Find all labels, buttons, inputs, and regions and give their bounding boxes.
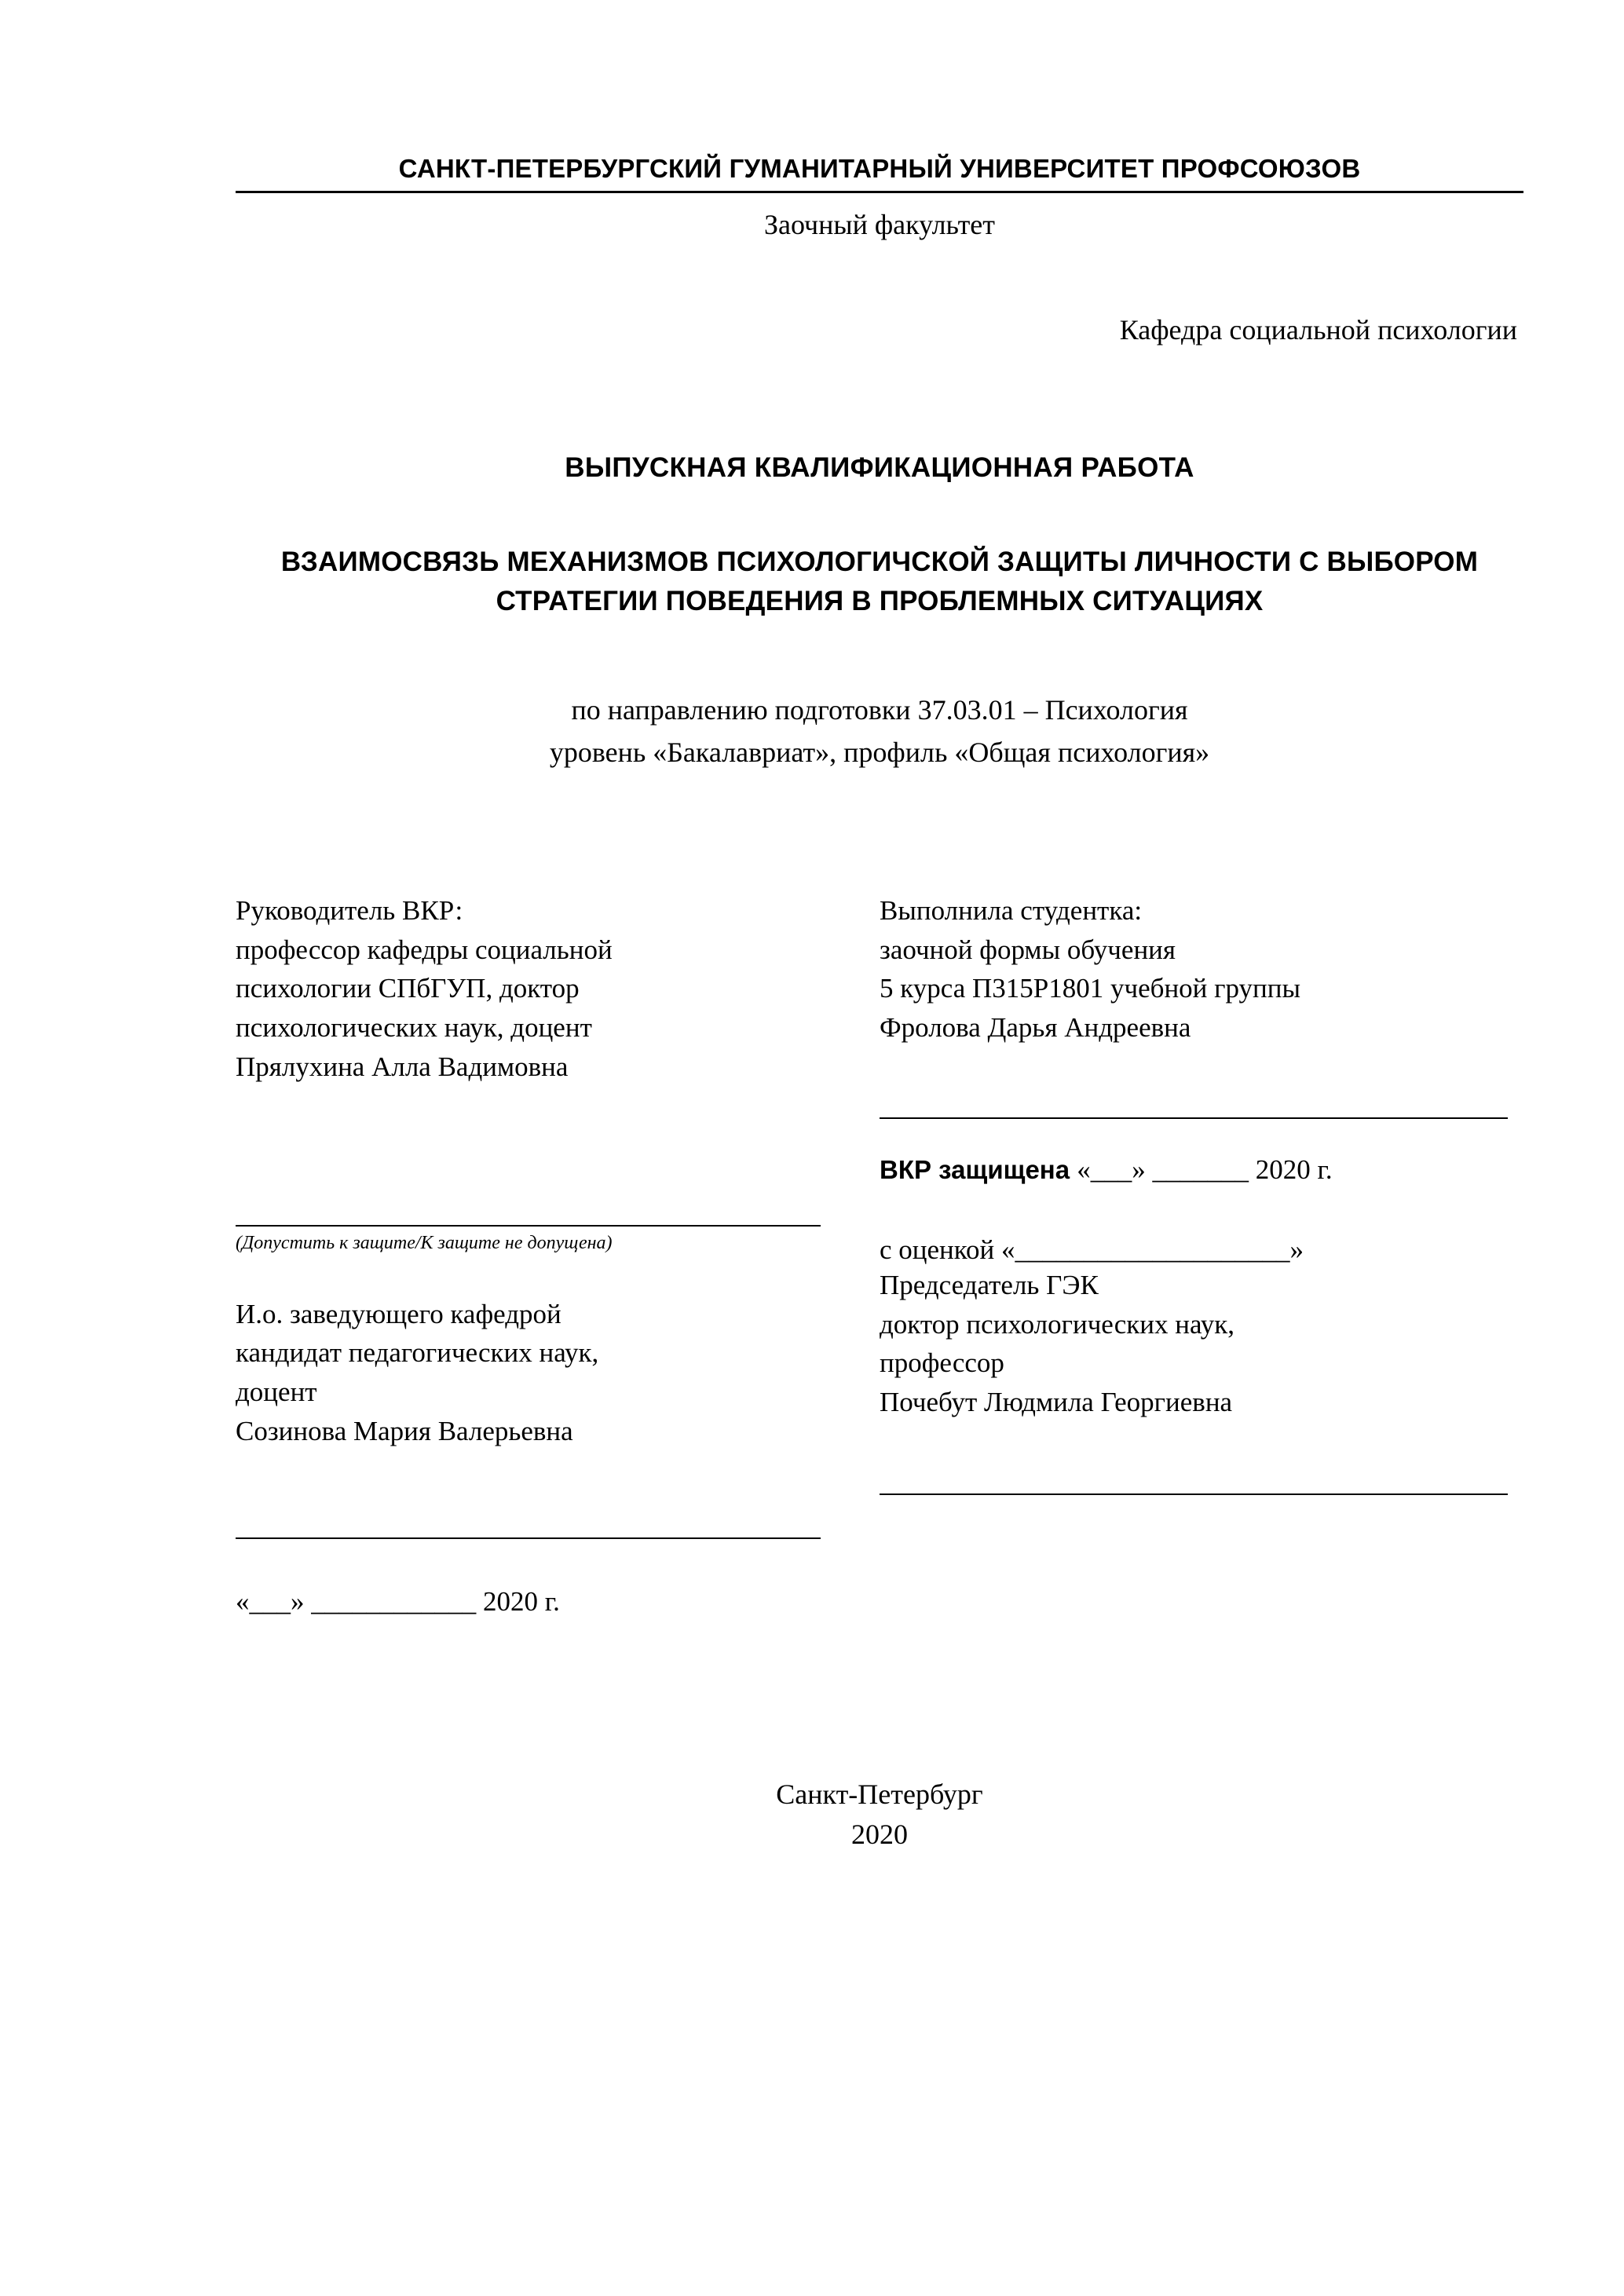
supervisor-line-1: профессор кафедры социальной bbox=[236, 934, 613, 965]
head-date-line: «___» ____________ 2020 г. bbox=[236, 1586, 560, 1618]
page-content bbox=[236, 153, 1523, 1854]
head-name: Созинова Мария Валерьевна bbox=[236, 1415, 573, 1446]
head-signature-line bbox=[236, 1537, 821, 1539]
student-column bbox=[880, 891, 1523, 1618]
program-info bbox=[236, 689, 1523, 773]
head-line-1: И.о. заведующего кафедрой bbox=[236, 1298, 561, 1329]
head-of-department-block bbox=[236, 1295, 832, 1451]
student-line-2: 5 курса П315Р1801 учебной группы bbox=[880, 973, 1301, 1004]
supervisor-column bbox=[236, 891, 832, 1618]
chair-degree-line-1: доктор психологических наук, bbox=[880, 1308, 1234, 1340]
grade-line: с оценкой «____________________» bbox=[880, 1234, 1304, 1265]
chair-block bbox=[880, 1266, 1523, 1422]
document-type: ВЫПУСКНАЯ КВАЛИФИКАЦИОННАЯ РАБОТА bbox=[565, 452, 1194, 483]
student-line-1: заочной формы обучения bbox=[880, 934, 1176, 965]
program-line-2: уровень «Бакалавриат», профиль «Общая психология» bbox=[549, 737, 1210, 769]
chair-signature-line bbox=[880, 1493, 1508, 1495]
department-name: Кафедра социальной психологии bbox=[1119, 313, 1517, 345]
head-line-3: доцент bbox=[236, 1376, 317, 1407]
footer-city: Санкт-Петербург bbox=[776, 1779, 983, 1811]
program-line-1: по направлению подготовки 37.03.01 – Психология bbox=[571, 694, 1188, 726]
defense-label: ВКР защищена bbox=[880, 1154, 1070, 1184]
signature-columns bbox=[236, 891, 1523, 1618]
document-title: ВЗАИМОСВЯЗЬ МЕХАНИЗМОВ ПСИХОЛОГИЧСКОЙ ЗАЩИТЫ ЛИЧНОСТИ С ВЫБОРОМ СТРАТЕГИИ ПОВЕДЕНИЯ В ПРОБЛЕМНЫХ СИТУАЦИЯХ bbox=[280, 546, 1479, 617]
supervisor-line-3: психологических наук, доцент bbox=[236, 1012, 592, 1044]
supervisor-heading: Руководитель ВКР: bbox=[236, 895, 463, 927]
faculty-name: Заочный факультет bbox=[763, 208, 996, 240]
defense-line bbox=[880, 1154, 1523, 1186]
chair-label: Председатель ГЭК bbox=[880, 1269, 1099, 1300]
student-name: Фролова Дарья Андреевна bbox=[880, 1012, 1191, 1044]
supervisor-line-2: психологии СПбГУП, доктор bbox=[236, 973, 580, 1004]
supervisor-signature-line bbox=[236, 1224, 821, 1227]
chair-name: Почебут Людмила Георгиевна bbox=[880, 1386, 1233, 1417]
defense-date-line: «___» _______ 2020 г. bbox=[1077, 1153, 1333, 1185]
student-signature-line bbox=[880, 1117, 1508, 1119]
admission-note: (Допустить к защите/К защите не допущена) bbox=[236, 1232, 613, 1253]
head-line-2: кандидат педагогических наук, bbox=[236, 1337, 599, 1369]
footer-year: 2020 bbox=[851, 1818, 908, 1850]
footer bbox=[236, 1775, 1523, 1854]
supervisor-name: Прялухина Алла Вадимовна bbox=[236, 1051, 569, 1082]
chair-degree-line-2: профессор bbox=[880, 1347, 1004, 1379]
university-name: САНКТ-ПЕТЕРБУРГСКИЙ ГУМАНИТАРНЫЙ УНИВЕРСИТЕТ ПРОФСОЮЗОВ bbox=[236, 153, 1523, 193]
student-heading: Выполнила студентка: bbox=[880, 895, 1143, 927]
